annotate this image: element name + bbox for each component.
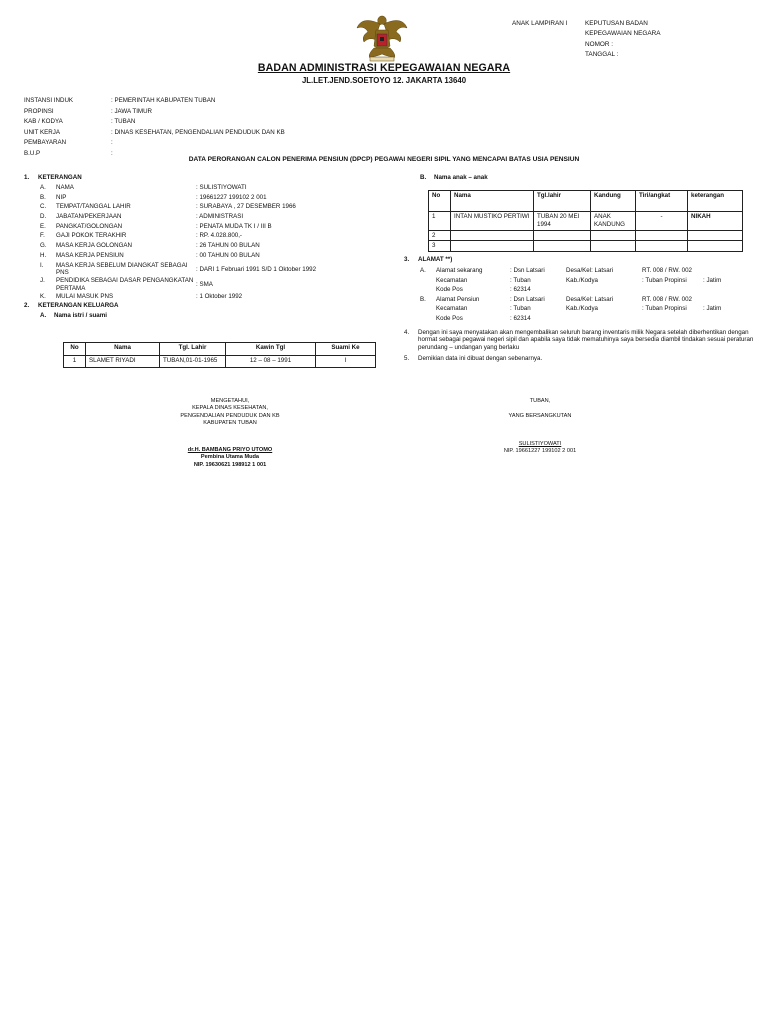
section-label: ALAMAT **) xyxy=(418,256,453,263)
table-header: Nama xyxy=(86,343,160,356)
instansi-key: PROPINSI xyxy=(24,107,54,115)
table-cell xyxy=(534,230,591,241)
item-value: : 19661227 199102 2 001 xyxy=(196,193,267,201)
alamat-key: Kecamatan xyxy=(436,276,468,284)
section-number: 1. xyxy=(24,174,30,181)
item-letter: E. xyxy=(40,222,46,230)
instansi-key: KAB / KODYA xyxy=(24,118,63,126)
item-letter: K. xyxy=(40,292,46,300)
item-letter: I. xyxy=(40,261,44,269)
instansi-value: : TUBAN xyxy=(111,118,136,126)
item-key: NAMA xyxy=(56,184,74,191)
alamat-value: : Tuban xyxy=(510,305,531,313)
anak-section xyxy=(404,174,754,190)
table-cell: 1 xyxy=(64,356,86,368)
signer-rank: Pembina Utama Muda xyxy=(200,454,260,461)
alamat-letter xyxy=(404,286,436,296)
alamat-value: : 62314 xyxy=(510,314,531,322)
lampiran-value: NOMOR : xyxy=(585,40,614,48)
item-key: GAJI POKOK TERAKHIR xyxy=(56,232,127,240)
table-cell xyxy=(636,241,688,252)
alamat-key: Desa/Kel: Latsari xyxy=(566,267,614,274)
paragraph-number: 4. xyxy=(404,328,410,336)
item-value: : RP. 4.028.800,- xyxy=(196,232,242,240)
section-number: 2. xyxy=(24,302,30,310)
lampiran-value: KEPEGAWAIAN NEGARA xyxy=(585,30,661,38)
alamat-value: : 62314 xyxy=(510,286,531,294)
table-cell: 12 – 08 – 1991 xyxy=(226,356,316,368)
section-label: KETERANGAN KELUARGA xyxy=(38,302,119,310)
lampiran-key xyxy=(512,30,585,38)
table-header: Tgl. Lahir xyxy=(160,343,226,356)
alamat-key: Kecamatan xyxy=(436,305,468,313)
table-cell: ANAK KANDUNG xyxy=(591,212,636,231)
sig-line: KABUPATEN TUBAN xyxy=(203,419,257,426)
table-cell xyxy=(591,241,636,252)
sub-letter: A. xyxy=(40,312,47,320)
spouse-table xyxy=(63,342,376,368)
alamat-value xyxy=(703,296,754,306)
instansi-value: : JAWA TIMUR xyxy=(111,107,153,115)
alamat-key: Alamat Pensiun xyxy=(436,295,480,303)
instansi-key: B.U.P xyxy=(24,149,41,157)
paragraph-number: 5. xyxy=(404,354,410,362)
item-letter: C. xyxy=(40,203,47,211)
item-value: : DARI 1 Februari 1991 S/D 1 Oktober 1992 xyxy=(196,265,317,273)
signer-name: SULISTIYOWATI xyxy=(518,440,562,447)
table-cell: TUBAN 20 MEI 1994 xyxy=(534,212,591,231)
alamat-section xyxy=(404,256,754,363)
table-header: No xyxy=(429,191,451,212)
alamat-letter xyxy=(404,277,436,287)
lampiran-value: TANGGAL : xyxy=(585,51,619,59)
lampiran-key xyxy=(512,51,585,59)
table-row xyxy=(429,230,743,241)
item-value: : 26 TAHUN 00 BULAN xyxy=(196,242,260,250)
alamat-value: : Tuban xyxy=(510,276,531,284)
alamat-value: : Jatim xyxy=(703,305,722,313)
alamat-letter: B. xyxy=(420,295,426,303)
item-letter: G. xyxy=(40,242,47,250)
signer-name: dr.H. BAMBANG PRIYO UTOMO xyxy=(187,447,273,454)
garuda-emblem-icon xyxy=(356,12,408,62)
table-header: No xyxy=(64,343,86,356)
alamat-value xyxy=(642,315,703,325)
item-letter: D. xyxy=(40,213,47,221)
item-key: NIP xyxy=(56,193,67,201)
alamat-value xyxy=(642,286,703,296)
alamat-value: RT. 008 / RW. 002 xyxy=(642,295,692,303)
sig-line: TUBAN, xyxy=(529,398,551,404)
signer-nip: NIP. 19661227 199102 2 001 xyxy=(503,447,577,454)
sig-line: KEPALA DINAS KESEHATAN, xyxy=(192,405,268,412)
item-value: : SULISTIYOWATI xyxy=(196,184,247,191)
item-key: PENDIDIKA SEBAGAI DASAR PENGANGKATAN PERTAMA xyxy=(56,277,194,292)
instansi-block xyxy=(24,97,384,161)
table-cell xyxy=(451,230,534,241)
alamat-letter: A. xyxy=(420,267,426,274)
alamat-value: : Tuban Propinsi xyxy=(642,305,687,313)
item-value: : SURABAYA , 27 DESEMBER 1966 xyxy=(196,203,296,211)
instansi-key: UNIT KERJA xyxy=(24,128,60,136)
alamat-key: Kab./Kodya xyxy=(566,305,598,313)
table-cell: 3 xyxy=(429,241,451,252)
sig-line: YANG BERSANGKUTAN xyxy=(508,413,572,420)
item-letter: B. xyxy=(40,193,46,201)
table-cell xyxy=(451,241,534,252)
keterangan-section xyxy=(24,174,384,324)
agency-address: JL.LET.JEND.SOETOYO 12. JAKARTA 13640 xyxy=(301,76,467,85)
alamat-key xyxy=(566,315,642,325)
page-title: BADAN ADMINISTRASI KEPEGAWAIAN NEGARA xyxy=(257,62,511,74)
table-cell xyxy=(636,230,688,241)
alamat-letter xyxy=(404,305,436,315)
alamat-value: RT. 008 / RW. 002 xyxy=(642,267,692,274)
item-key: MASA KERJA PENSIUN xyxy=(56,251,124,259)
table-cell: 2 xyxy=(429,230,451,241)
table-header: Kawin Tgl xyxy=(226,343,316,356)
item-key: TEMPAT/TANGGAL LAHIR xyxy=(56,203,131,211)
table-cell: SLAMET RIYADI xyxy=(86,356,160,368)
instansi-value: : DINAS KESEHATAN, PENGENDALIAN PENDUDUK DAN KB xyxy=(111,128,285,136)
table-cell: I xyxy=(316,356,376,368)
alamat-value: : Tuban Propinsi xyxy=(642,276,687,284)
alamat-value: : Jatim xyxy=(703,276,722,284)
instansi-value: : xyxy=(111,149,113,157)
item-key: MASA KERJA GOLONGAN xyxy=(56,242,132,250)
sub-label: Nama anak – anak xyxy=(434,174,488,181)
alamat-letter xyxy=(404,315,436,325)
children-table xyxy=(428,190,743,252)
signature-right xyxy=(440,398,640,455)
table-cell xyxy=(688,230,743,241)
alamat-value xyxy=(703,267,754,277)
alamat-key: Alamat sekarang xyxy=(436,267,483,274)
lampiran-value: KEPUTUSAN BADAN xyxy=(585,20,648,27)
instansi-key: INSTANSI INDUK xyxy=(24,97,74,104)
table-row xyxy=(429,212,743,231)
document-title: DATA PERORANGAN CALON PENERIMA PENSIUN (DPCP) PEGAWAI NEGERI SIPIL YANG MENCAPAI BATAS USIA PENSIUN xyxy=(188,156,580,163)
table-header: Tiri/angkat xyxy=(636,191,688,212)
item-letter: H. xyxy=(40,251,47,259)
table-header: Suami Ke xyxy=(316,343,376,356)
table-row xyxy=(64,356,376,368)
lampiran-block xyxy=(512,20,752,62)
item-value: : 00 TAHUN 00 BULAN xyxy=(196,251,260,259)
section-label: KETERANGAN xyxy=(38,174,82,181)
instansi-value: : xyxy=(111,139,113,147)
instansi-value: : PEMERINTAH KABUPATEN TUBAN xyxy=(111,97,216,104)
table-cell: INTAN MUSTIKO PERTIWI xyxy=(451,212,534,231)
table-cell: NIKAH xyxy=(688,212,743,231)
alamat-value: : Dsn Latsari xyxy=(510,267,545,274)
instansi-key: PEMBAYARAN xyxy=(24,139,67,147)
table-cell: - xyxy=(636,212,688,231)
item-letter: F. xyxy=(40,232,45,240)
alamat-key: Kab./Kodya xyxy=(566,276,598,284)
section-number: 3. xyxy=(404,256,410,263)
item-value: : PENATA MUDA TK I / III B xyxy=(196,222,272,230)
sub-letter: B. xyxy=(420,174,427,181)
signature-left xyxy=(130,398,330,469)
item-key: MULAI MASUK PNS xyxy=(56,292,114,300)
signer-nip: NIP. 19630621 198912 1 001 xyxy=(193,461,267,468)
item-value: : 1 Oktober 1992 xyxy=(196,292,243,300)
table-cell: TUBAN,01-01-1965 xyxy=(160,356,226,368)
alamat-value: : Dsn Latsari xyxy=(510,295,545,303)
statement-paragraph: Dengan ini saya menyatakan akan mengembalikan seluruh barang inventaris milik Negara setelah diberhentikan dengan hormat sebagai pegawai negeri sipil dan apabila saya tidak mematuhinya saya bersedia diambil tindakan sesuai peraturan perundang – undangan yang berlaku xyxy=(418,328,754,352)
sig-line: MENGETAHUI, xyxy=(210,398,250,404)
table-header: Kandung xyxy=(591,191,636,212)
alamat-key: Kode Pos xyxy=(436,286,463,294)
item-key: PANGKAT/GOLONGAN xyxy=(56,222,123,230)
item-value: : ADMINISTRASI xyxy=(196,213,244,221)
alamat-key: Desa/Kel: Latsari xyxy=(566,295,614,303)
alamat-key: Kode Pos xyxy=(436,314,463,322)
alamat-key xyxy=(566,286,642,296)
item-letter: J. xyxy=(40,277,45,284)
item-value: : SMA xyxy=(196,281,213,288)
table-cell xyxy=(534,241,591,252)
alamat-value xyxy=(703,286,754,296)
item-key: MASA KERJA SEBELUM DIANGKAT SEBAGAI PNS xyxy=(56,261,188,277)
table-header: Nama xyxy=(451,191,534,212)
table-cell: 1 xyxy=(429,212,451,231)
table-cell xyxy=(688,241,743,252)
sig-line: PENGENDALIAN PENDUDUK DAN KB xyxy=(180,412,280,419)
item-letter: A. xyxy=(40,184,46,191)
item-key: JABATAN/PEKERJAAN xyxy=(56,213,122,221)
table-row xyxy=(429,241,743,252)
alamat-value xyxy=(703,315,754,325)
lampiran-key: ANAK LAMPIRAN I xyxy=(512,20,568,27)
table-cell xyxy=(591,230,636,241)
table-header: keterangan xyxy=(688,191,743,212)
closing-paragraph: Demikian data ini dibuat dengan sebenarnya. xyxy=(418,354,543,362)
sub-label: Nama istri / suami xyxy=(54,312,107,320)
lampiran-key xyxy=(512,41,585,49)
table-header: Tgl.lahir xyxy=(534,191,591,212)
